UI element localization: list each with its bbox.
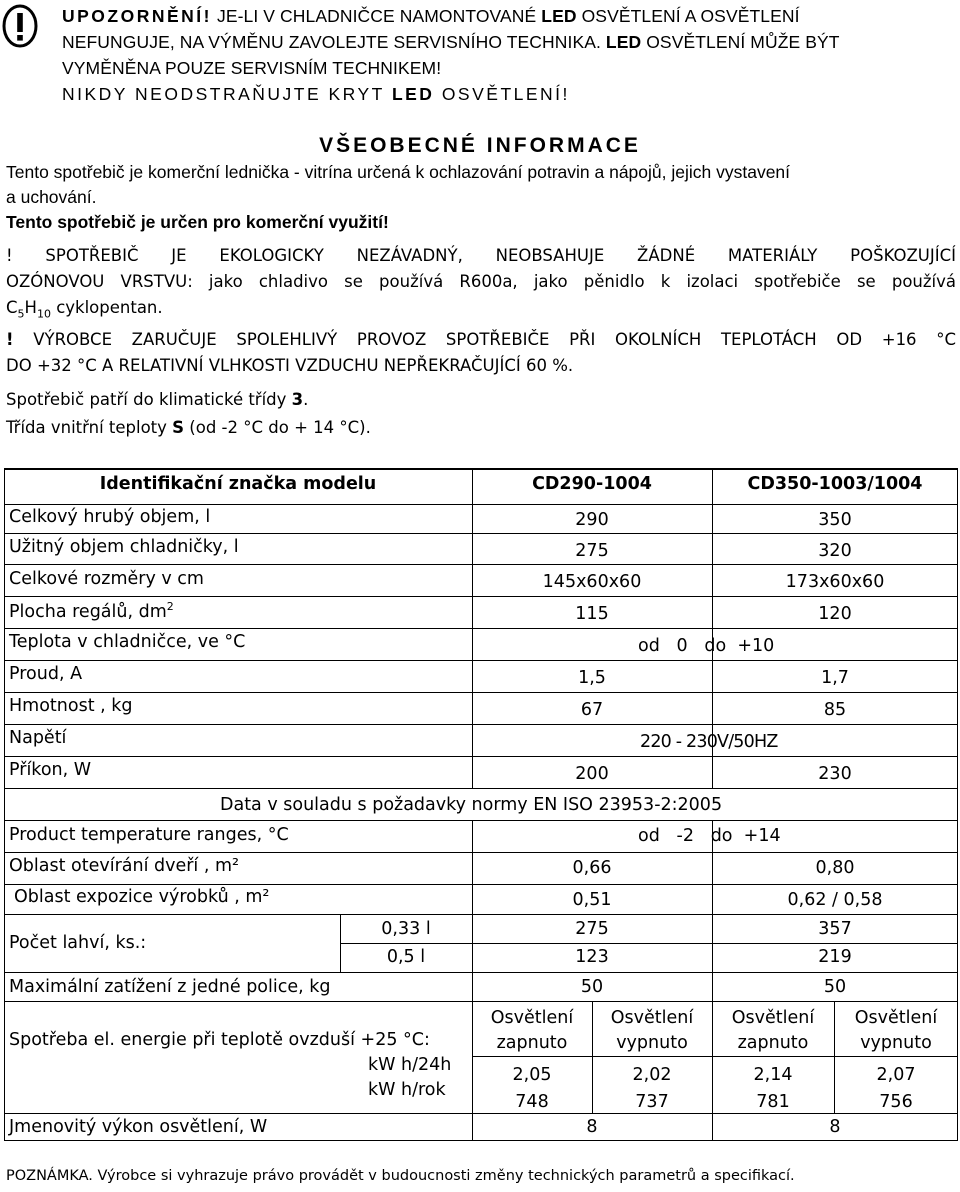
dimensions-label: Celkové rozměry v cm: [9, 569, 204, 589]
energy-values-2: 2,02 737: [632, 1065, 672, 1112]
commercial-use-note: Tento spotřebič je určen pro komerční využití!: [6, 212, 389, 232]
bottles-05-model1: 123: [575, 947, 609, 967]
energy-values-4: 2,07 756: [876, 1065, 916, 1112]
current-label: Proud, A: [9, 664, 83, 684]
usable-volume-model1: 275: [575, 541, 609, 561]
usable-volume-model2: 320: [818, 541, 852, 561]
gross-volume-model2: 350: [818, 510, 852, 530]
weight-label: Hmotnost , kg: [9, 696, 133, 716]
eco-line-3: $C_5H_{10}$ cyklopentan.: [6, 298, 163, 321]
warranty-line-1: ! VÝROBCE ZARUČUJE SPOLEHLIVÝ PROVOZ SPOTŘEBIČE PŘI OKOLNÍCH TEPLOTÁCH OD +16 °C: [6, 330, 956, 349]
voltage-value: 220 - 230V/50HZ: [640, 732, 778, 752]
model-1-header: CD290-1004: [532, 474, 652, 494]
fridge-temp-label: Teplota v chladničce, ve °C: [9, 632, 246, 652]
shelf-area-model2: 120: [818, 604, 852, 624]
door-area-model1: 0,66: [572, 858, 612, 878]
weight-model2: 85: [823, 700, 847, 720]
climate-class: Spotřebič patří do klimatické třídy 3.: [6, 390, 309, 409]
gross-volume-model1: 290: [575, 510, 609, 530]
max-load-model1: 50: [580, 977, 604, 997]
bottles-05-model2: 219: [818, 947, 852, 967]
product-temp-range: od -2 do +14: [638, 826, 781, 846]
warranty-line-2: DO +32 °C A RELATIVNÍ VLHKOSTI VZDUCHU NEPŘEKRAČUJÍCÍ 60 %.: [6, 356, 574, 375]
dimensions-model1: 145x60x60: [542, 572, 642, 592]
max-load-model2: 50: [823, 977, 847, 997]
header-label: Identifikační značka modelu: [99, 474, 377, 494]
norm-compliance: Data v souladu s požadavky normy EN ISO 23953-2:2005: [220, 795, 723, 815]
eco-line-2: OZÓNOVOU VRSTVU: jako chladivo se používá R600a, jako pěnidlo k izolaci spotřebiče se používá: [6, 272, 956, 291]
light-power-model2: 8: [829, 1117, 841, 1137]
warning-line-1: UPOZORNĚNÍ! JE-LI V CHLADNIČCE NAMONTOVANÉ LED OSVĚTLENÍ A OSVĚTLENÍ: [62, 6, 800, 26]
energy-header-3: Osvětlení zapnuto: [731, 1008, 815, 1053]
light-power-model1: 8: [586, 1117, 598, 1137]
power-input-model2: 230: [818, 764, 852, 784]
energy-label: Spotřeba el. energie při teplotě ovzduší +25 °C:: [9, 1030, 430, 1050]
energy-unit-year: kW h/rok: [368, 1080, 446, 1100]
energy-header-2: Osvětlení vypnuto: [610, 1008, 694, 1053]
intro-line-2: a uchování.: [6, 187, 97, 207]
section-heading: VŠEOBECNÉ INFORMACE: [319, 134, 641, 157]
display-area-model2: 0,62 / 0,58: [787, 890, 883, 910]
display-area-model1: 0,51: [572, 890, 612, 910]
product-temp-label: Product temperature ranges, °C: [9, 825, 289, 845]
bottle-size-05: 0,5 l: [386, 947, 426, 967]
internal-temp-class: Třída vnitřní teploty S (od -2 °C do + 14 °C).: [6, 418, 371, 437]
dimensions-model2: 173x60x60: [785, 572, 885, 592]
max-load-label: Maximální zatížení z jedné police, kg: [9, 977, 331, 997]
bottles-label: Počet lahví, ks.:: [9, 933, 147, 953]
power-input-label: Příkon, W: [9, 760, 92, 780]
warning-line-3: VYMĚNĚNA POUZE SERVISNÍM TECHNIKEM!: [62, 58, 442, 78]
display-area-label: Oblast expozice výrobků , m²: [14, 887, 270, 907]
intro-line-1: Tento spotřebič je komerční lednička - vitrína určená k ochlazování potravin a nápojů, jejich vystavení: [6, 162, 791, 182]
bottles-033-model2: 357: [818, 919, 852, 939]
gross-volume-label: Celkový hrubý objem, l: [9, 507, 211, 527]
bottles-033-model1: 275: [575, 919, 609, 939]
current-model1: 1,5: [578, 668, 606, 688]
door-area-model2: 0,80: [815, 858, 855, 878]
energy-header-1: Osvětlení zapnuto: [490, 1008, 574, 1053]
footnote: POZNÁMKA. Výrobce si vyhrazuje právo provádět v budoucnosti změny technických parametrů a specifikací.: [6, 1168, 795, 1184]
warning-line-2: NEFUNGUJE, NA VÝMĚNU ZAVOLEJTE SERVISNÍHO TECHNIKA. LED OSVĚTLENÍ MŮŽE BÝT: [62, 32, 840, 52]
light-power-label: Jmenovitý výkon osvětlení, W: [9, 1117, 268, 1137]
bottle-size-033: 0,33 l: [381, 919, 431, 939]
voltage-label: Napětí: [9, 728, 67, 748]
power-input-model1: 200: [575, 764, 609, 784]
weight-model1: 67: [580, 700, 604, 720]
eco-line-1: ! SPOTŘEBIČ JE EKOLOGICKY NEZÁVADNÝ, NEOBSAHUJE ŽÁDNÉ MATERIÁLY POŠKOZUJÍCÍ: [6, 246, 956, 265]
shelf-area-label: Plocha regálů, $dm^2$: [9, 600, 174, 622]
energy-unit-day: kW h/24h: [368, 1055, 452, 1075]
door-area-label: Oblast otevírání dveří , m²: [9, 856, 240, 876]
usable-volume-label: Užitný objem chladničky, l: [9, 537, 239, 557]
shelf-area-model1: 115: [575, 604, 609, 624]
warning-exclamation-icon: [2, 4, 38, 48]
model-2-header: CD350-1003/1004: [747, 474, 923, 494]
fridge-temp-range: od 0 do +10: [638, 636, 775, 656]
warning-line-4: NIKDY NEODSTRAŇUJTE KRYT LED OSVĚTLENÍ!: [62, 84, 570, 104]
current-model2: 1,7: [821, 668, 849, 688]
energy-values-3: 2,14 781: [753, 1065, 793, 1112]
energy-header-4: Osvětlení vypnuto: [854, 1008, 938, 1053]
energy-values-1: 2,05 748: [512, 1065, 552, 1112]
warning-word: UPOZORNĚNÍ!: [62, 6, 212, 26]
